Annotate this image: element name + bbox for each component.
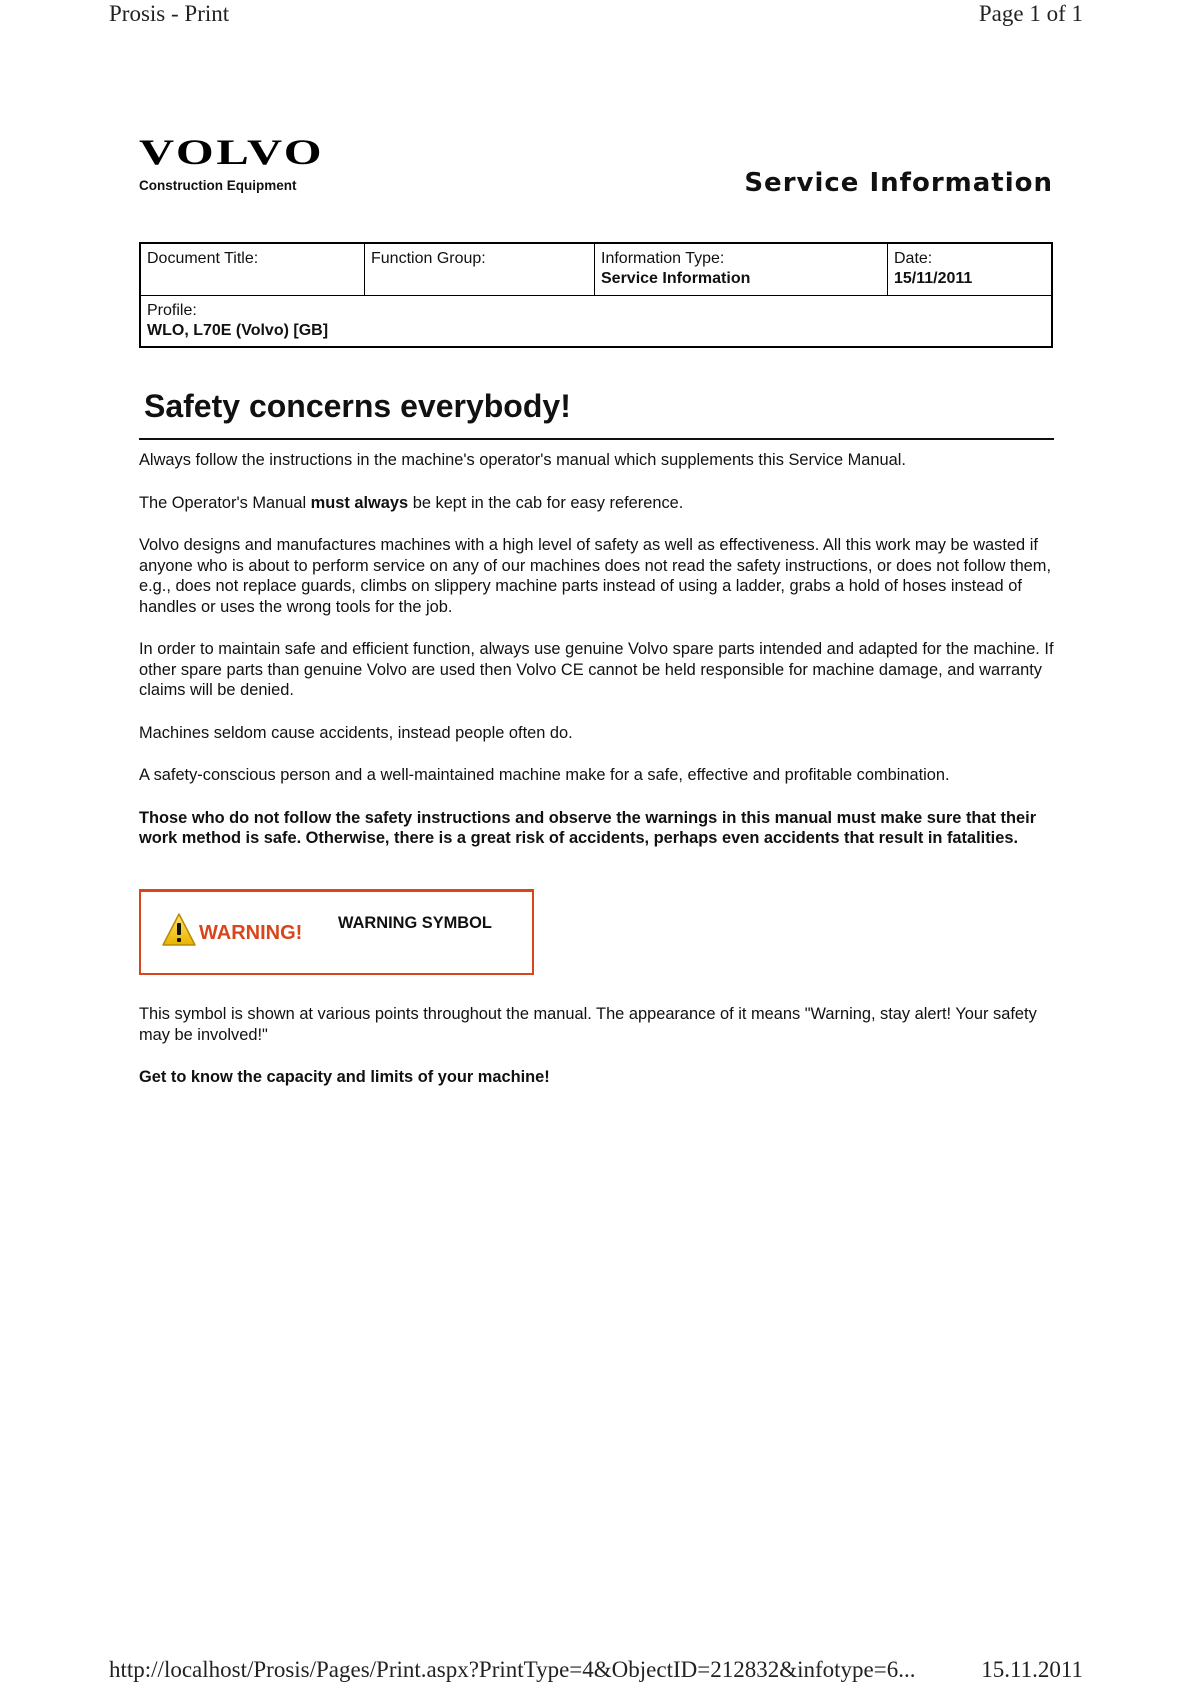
information-type-label: Information Type: bbox=[601, 250, 725, 267]
title-divider bbox=[139, 438, 1054, 440]
paragraph-volvo-safety: Volvo designs and manufactures machines with a high level of safety as well as effectiveness. All this work may be wasted if anyone who is about to perform service on any of our machines does not read the safety instructions, or does not follow them, e.g., does not replace guards, climbs on slippery machine parts instead of using a ladder, grabs a hold of hoses instead of handles or uses the wrong tools for the job. bbox=[139, 536, 1052, 616]
browser-print-page-number: Page 1 of 1 bbox=[978, 1, 1083, 26]
document-metadata-table bbox=[139, 242, 1053, 348]
paragraph-symbol-meaning: This symbol is shown at various points throughout the manual. The appearance of it means "Warning, stay alert! Your safety may be involved!" bbox=[139, 1005, 1037, 1044]
paragraph-keep-in-cab-post: be kept in the cab for easy reference. bbox=[408, 493, 684, 512]
date-value: 15/11/2011 bbox=[894, 270, 973, 287]
paragraph-genuine-parts: In order to maintain safe and efficient function, always use genuine Volvo spare parts intended and adapted for the machine. If other spare parts than genuine Volvo are used then Volvo CE cannot be held responsible for machine damage, and warranty claims will be denied. bbox=[139, 640, 1054, 699]
paragraph-keep-in-cab-pre: The Operator's Manual bbox=[139, 493, 311, 512]
paragraph-accidents: Machines seldom cause accidents, instead people often do. bbox=[139, 723, 573, 742]
paragraph-keep-in-cab-emphasis: must always bbox=[310, 493, 409, 512]
browser-print-footer-date: 15.11.2011 bbox=[981, 1657, 1083, 1682]
browser-print-footer-url: http://localhost/Prosis/Pages/Print.aspx?PrintType=4&ObjectID=212832&infotype=6... bbox=[109, 1657, 916, 1682]
paragraph-safety-conscious: A safety-conscious person and a well-maintained machine make for a safe, effective and profitable combination. bbox=[139, 766, 950, 784]
information-type-cell bbox=[594, 244, 887, 295]
warning-label: WARNING! bbox=[199, 922, 303, 944]
paragraph-know-capacity: Get to know the capacity and limits of your machine! bbox=[139, 1068, 550, 1086]
brand-division: Construction Equipment bbox=[139, 178, 297, 193]
article-body-continued bbox=[139, 1004, 1054, 1110]
profile-label: Profile: bbox=[147, 302, 197, 319]
paragraph-safety-warning: Those who do not follow the safety instructions and observe the warnings in this manual must make sure that their work method is safe. Otherwise, there is a great risk of accidents, perhaps even accidents that result in fatalities. bbox=[139, 808, 1037, 847]
function-group-label: Function Group: bbox=[371, 250, 486, 267]
volvo-logo bbox=[139, 132, 325, 193]
warning-symbol-caption: WARNING SYMBOL bbox=[338, 914, 492, 932]
date-label: Date: bbox=[894, 250, 933, 267]
date-cell bbox=[887, 244, 1051, 295]
document-title-cell bbox=[141, 244, 364, 295]
paragraph-keep-in-cab bbox=[139, 493, 1054, 514]
paragraph-operator-manual: Always follow the instructions in the machine's operator's manual which supplements this Service Manual. bbox=[139, 451, 906, 469]
article-title: Safety concerns everybody! bbox=[144, 388, 571, 424]
article-body bbox=[139, 450, 1054, 871]
function-group-cell bbox=[364, 244, 594, 295]
information-type-value: Service Information bbox=[601, 270, 751, 287]
brand-name: VOLVO bbox=[139, 132, 325, 172]
document-title-label: Document Title: bbox=[147, 250, 259, 267]
warning-triangle-icon bbox=[161, 912, 197, 948]
profile-cell bbox=[141, 296, 1051, 346]
warning-symbol-box bbox=[139, 889, 534, 975]
profile-value: WLO, L70E (Volvo) [GB] bbox=[147, 322, 329, 339]
browser-print-header-title: Prosis - Print bbox=[109, 1, 230, 26]
metadata-row bbox=[141, 244, 1051, 296]
page-header-title: Service Information bbox=[744, 168, 1053, 198]
